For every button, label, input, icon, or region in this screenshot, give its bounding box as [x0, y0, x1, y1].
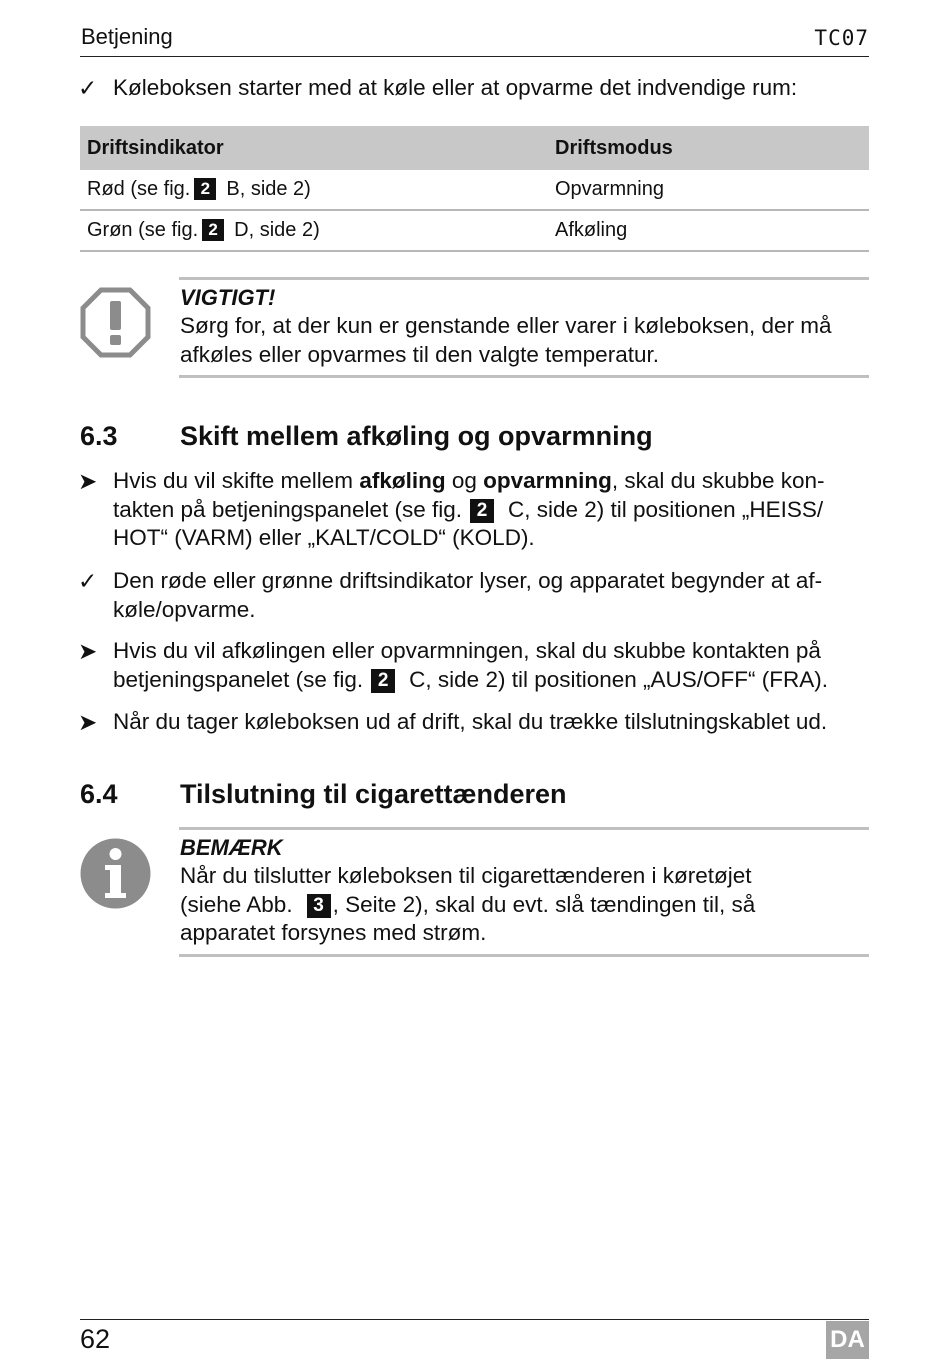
note-line: Når du tilslutter køleboksen til cigarettænderen i køretøjet	[180, 863, 752, 888]
table-row	[80, 170, 869, 210]
warning-body	[180, 312, 870, 369]
intro-text: Køleboksen starter med at køle eller at opvarme det indvendige rum:	[113, 75, 798, 100]
text-span: C, side 2) til positionen „HEISS/	[508, 496, 824, 522]
text-span: betjeningspanelet (se fig.	[113, 666, 364, 692]
page-number: 62	[80, 1324, 111, 1354]
text-span: , skal du skubbe kon-	[611, 468, 825, 493]
check-icon: ✓	[78, 568, 98, 594]
text-line: Når du tager køleboksen ud af drift, skal du trække tilslutningskablet ud.	[113, 709, 828, 734]
footer-rule	[80, 1319, 869, 1320]
warning-line: Sørg for, at der kun er genstande eller varer i køleboksen, der må	[180, 313, 832, 338]
warning-bottom-rule	[179, 375, 869, 378]
note-top-rule	[179, 827, 869, 830]
warning-octagon-icon	[80, 287, 151, 358]
bold-term: opvarmning	[483, 468, 612, 493]
table-cell-mode: Afkøling	[548, 210, 869, 251]
indicator-table	[80, 126, 869, 252]
text-span: , Seite 2), skal du evt. slå tændingen til, så	[332, 891, 756, 917]
text-line	[113, 496, 869, 525]
cell-text: Rød (se fig.	[87, 178, 191, 200]
list-item-text	[113, 467, 869, 553]
warning-top-rule	[179, 277, 869, 280]
list-item	[0, 637, 950, 697]
note-line: apparatet forsynes med strøm.	[180, 920, 487, 945]
section-title: Skift mellem afkøling og opvarmning	[180, 421, 653, 451]
intro-line	[0, 74, 950, 104]
header-rule	[80, 56, 869, 57]
list-item	[0, 467, 950, 557]
note-line	[180, 891, 870, 920]
note-bottom-rule	[179, 954, 869, 957]
table-header-mode: Driftsmodus	[548, 126, 869, 170]
text-line: Den røde eller grønne driftsindikator lyser, og apparatet begynder at af-	[113, 568, 823, 593]
text-span: (siehe Abb.	[180, 891, 293, 917]
list-item	[0, 567, 950, 627]
text-line	[113, 666, 869, 695]
table-header-indicator: Driftsindikator	[80, 126, 548, 170]
section-number: 6.3	[80, 421, 118, 451]
text-line: HOT“ (VARM) eller „KALT/COLD“ (KOLD).	[113, 525, 535, 550]
warning-title: VIGTIGT!	[180, 285, 276, 310]
section-number: 6.4	[80, 779, 118, 809]
text-span: og	[445, 468, 484, 493]
list-item-text	[113, 567, 869, 624]
text-span: Hvis du vil skifte mellem	[113, 468, 360, 493]
cell-text: Grøn (se fig.	[87, 219, 199, 241]
table-cell-indicator	[80, 210, 548, 251]
arrow-icon: ➤	[78, 468, 98, 494]
text-line: køle/opvarme.	[113, 596, 256, 622]
header-model: TC07	[814, 26, 869, 50]
note-title: BEMÆRK	[180, 835, 283, 860]
figure-ref-badge: 2	[470, 499, 494, 523]
list-item	[0, 708, 950, 738]
check-icon: ✓	[78, 75, 98, 101]
table-cell-indicator	[80, 170, 548, 210]
table-header-row	[80, 126, 869, 170]
section-title: Tilslutning til cigarettænderen	[180, 779, 567, 809]
table-row	[80, 210, 869, 251]
warning-line: afkøles eller opvarmes til den valgte temperatur.	[180, 341, 659, 367]
table-cell-mode: Opvarmning	[548, 170, 869, 210]
language-badge: DA	[826, 1321, 869, 1359]
info-icon	[80, 838, 151, 909]
list-item-text	[113, 637, 869, 694]
text-span: C, side 2) til positionen „AUS/OFF“ (FRA).	[409, 666, 829, 692]
cell-text: B, side 2)	[226, 178, 311, 200]
figure-ref-badge: 2	[202, 219, 224, 241]
text-line	[113, 467, 869, 496]
arrow-icon: ➤	[78, 709, 98, 735]
cell-text: D, side 2)	[234, 219, 320, 241]
note-body	[180, 862, 870, 948]
text-line: Hvis du vil afkølingen eller opvarmningen, skal du skubbe kontakten på	[113, 638, 821, 663]
figure-ref-badge: 2	[194, 178, 216, 200]
bold-term: afkøling	[359, 468, 446, 493]
text-span: takten på betjeningspanelet (se fig.	[113, 496, 462, 522]
arrow-icon: ➤	[78, 638, 98, 664]
figure-ref-badge: 2	[371, 669, 395, 693]
header-section-title: Betjening	[81, 24, 173, 49]
figure-ref-badge: 3	[307, 894, 331, 918]
